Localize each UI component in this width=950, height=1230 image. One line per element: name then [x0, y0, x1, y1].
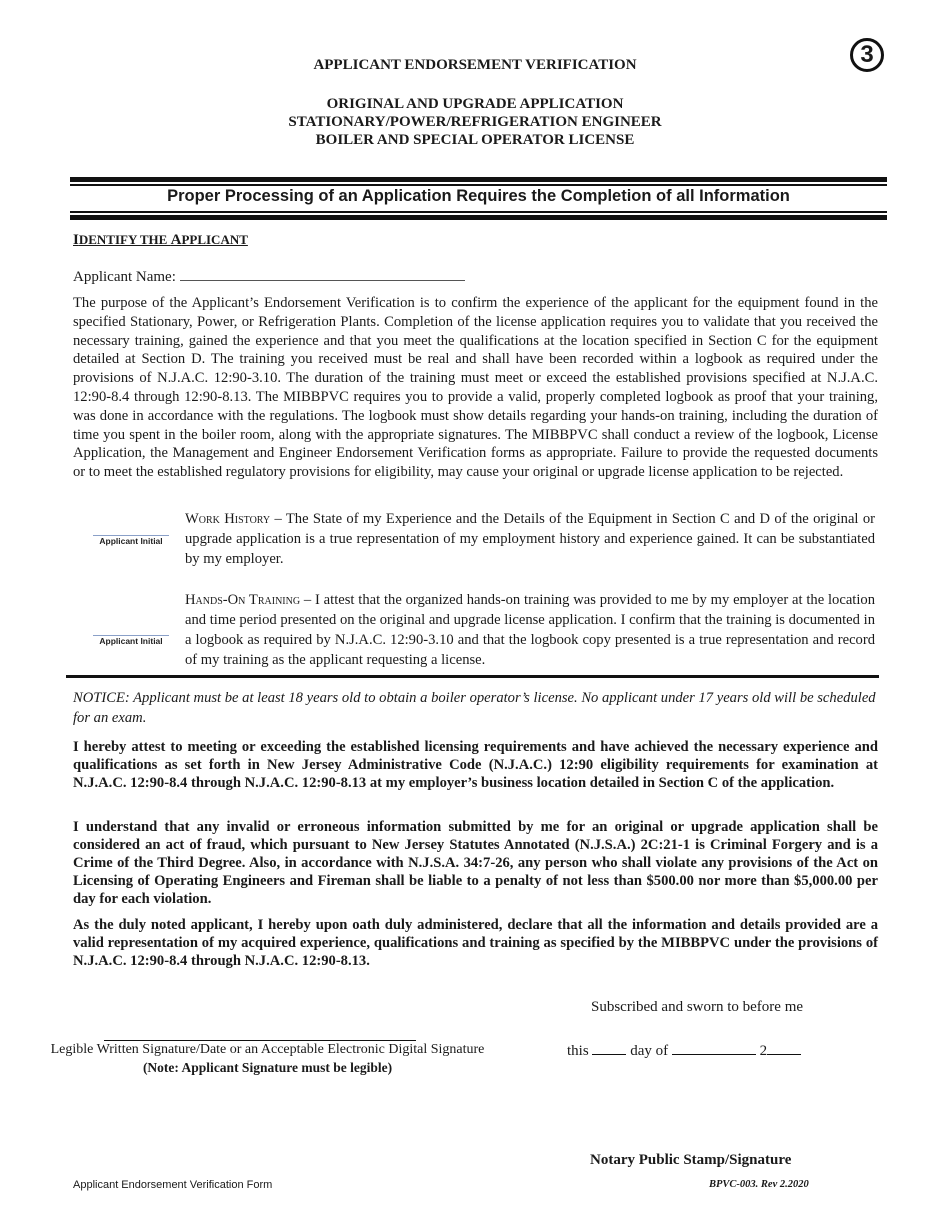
- page-number-badge: 3: [850, 38, 884, 72]
- year-field[interactable]: [767, 1041, 801, 1055]
- declaration-oath: As the duly noted applicant, I hereby upon oath duly administered, declare that all the information and details provided are a valid representation of my acquired experience, qualifications and training as specified by the MIBBPVC under the provisions of N.J.A.C. 12:90-8.4 through N.J.A.C. 12:90-8.13.: [73, 917, 878, 969]
- form-title: APPLICANT ENDORSEMENT VERIFICATION: [313, 57, 637, 73]
- banner-top-rule: [70, 177, 887, 182]
- applicant-name-label: Applicant Name:: [73, 269, 176, 285]
- hands-on-training-heading: Hands-On Training: [185, 592, 301, 608]
- banner-top-rule-thin: [70, 184, 887, 186]
- identify-applicant-heading: IDENTIFY THE APPLICANT: [73, 232, 248, 248]
- subscribed-sworn-text: Subscribed and sworn to before me: [591, 999, 804, 1015]
- month-field[interactable]: [672, 1041, 756, 1055]
- applicant-initial-label: Applicant Initial: [99, 536, 163, 546]
- signature-label: Legible Written Signature/Date or an Acceptable Electronic Digital Signature: [50, 1042, 485, 1057]
- age-notice: NOTICE: Applicant must be at least 18 years old to obtain a boiler operator’s license. No applicant under 17 years old will be scheduled for an exam.: [73, 690, 876, 726]
- processing-banner: Proper Processing of an Application Requires the Completion of all Information: [167, 187, 790, 205]
- day-field[interactable]: [592, 1041, 626, 1055]
- section-divider: [66, 675, 879, 678]
- notary-date-row: this day of 2: [567, 1041, 801, 1060]
- applicant-initial-label: Applicant Initial: [99, 636, 163, 646]
- declaration-requirements: I hereby attest to meeting or exceeding the established licensing requirements and have achieved the necessary experience and qualifications as set forth in New Jersey Administrative Code (N.J.A.C.) 12:90 eligibility requirements for examination at N.J.A.C. 12:90-8.4 through N.J.A.C. 12:90-8.13 at my employer’s business location detailed in Section C of the application.: [73, 739, 878, 791]
- footer-form-code: BPVC-003. Rev 2.2020: [709, 1179, 809, 1190]
- purpose-paragraph: The purpose of the Applicant’s Endorsement Verification is to confirm the experience of the applicant for the equipment found in the specified Stationary, Power, or Refrigeration Plants. Completion of the license application requires you to validate that you received the necessary training, gained the experience and that you meet the qualifications at the location specified in Section C for the equipment detailed at Section D. The training you received must be real and shall have been recorded within a logbook as required under the provisions of N.J.A.C. 12:90-3.10. The duration of the training must meet or exceed the established provisions specified at N.J.A.C. 12:90-8.4 through 12:90-8.13. The MIBBPVC requires you to provide a valid, properly completed logbook as proof that your training, was done in accordance with the regulations. The logbook must show details regarding your hands-on training, including the duration of time you spent in the boiler room, along with the appropriate signatures. The MIBBPVC shall conduct a review of the logbook, License Application, the Management and Engineer Endorsement Verification forms as appropriate. Failure to provide the requested documents or to meet the established regulatory provisions for eligibility, may cause your original or upgrade license application to be rejected.: [73, 295, 878, 481]
- signature-note: (Note: Applicant Signature must be legible): [142, 1060, 393, 1075]
- applicant-name-row: [73, 266, 465, 286]
- banner-bottom-rule: [70, 215, 887, 220]
- hands-on-training-attestation: Hands-On Training – I attest that the organized hands-on training was provided to me by my employer at the location and time period presented on the original and upgrade license application. I confirm that the training is documented in a logbook as required by N.J.A.C. 12:90-3.10 and that the logbook copy presented is a true representation and record of my training as the applicant requesting a license.: [185, 592, 876, 668]
- banner-bottom-rule-thin: [70, 211, 887, 213]
- footer-form-name: Applicant Endorsement Verification Form: [73, 1179, 273, 1191]
- applicant-signature-field[interactable]: [104, 1040, 416, 1041]
- work-history-heading: Work History: [185, 511, 271, 527]
- notary-stamp-label: Notary Public Stamp/Signature: [590, 1152, 792, 1168]
- declaration-fraud: I understand that any invalid or erroneous information submitted by me for an original or upgrade application shall be considered an act of fraud, which pursuant to New Jersey Statutes Annotated (N.J.S.A.) 2C:21-1 is Criminal Forgery and is a Crime of the Third Degree. Also, in accordance with N.J.S.A. 34:7-26, any person who shall violate any provisions of the Act on Licensing of Operating Engineers and Fireman shall be liable to a penalty of not less than $500.00 nor more than $5,000.00 per day for each violation.: [73, 819, 878, 907]
- applicant-name-field[interactable]: [180, 266, 465, 281]
- subtitle-line-1: ORIGINAL AND UPGRADE APPLICATION: [326, 96, 624, 112]
- subtitle-line-3: BOILER AND SPECIAL OPERATOR LICENSE: [315, 132, 635, 148]
- work-history-attestation: Work History – The State of my Experience and the Details of the Equipment in Section C and D of the original or upgrade application is a true representation of my employment history and experience gained. It can be substantiated by my employer.: [185, 511, 875, 567]
- subtitle-line-2: STATIONARY/POWER/REFRIGERATION ENGINEER: [288, 114, 662, 130]
